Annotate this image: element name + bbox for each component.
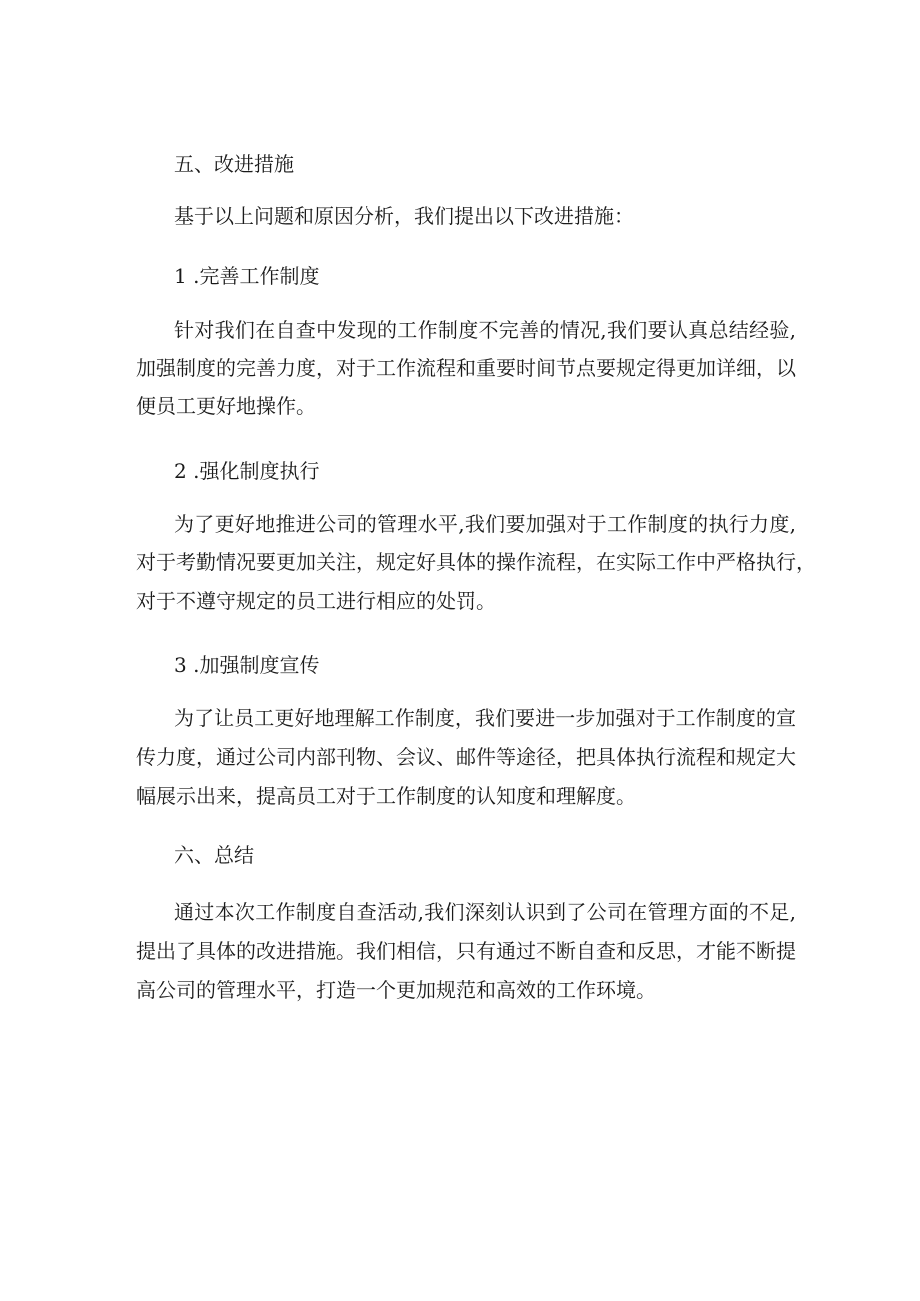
paragraph-line: 为了更好地推进公司的管理水平,我们要加强对于工作制度的执行力度, <box>174 512 796 536</box>
section-heading-improvements: 五、改进措施 <box>174 152 294 176</box>
paragraph-line: 便员工更好地操作。 <box>136 394 316 418</box>
paragraph-line: 传力度，通过公司内部刊物、会议、邮件等途径，把具体执行流程和规定大 <box>136 745 796 769</box>
paragraph-line: 高公司的管理水平，打造一个更加规范和高效的工作环境。 <box>136 978 656 1002</box>
paragraph-line: 对于考勤情况要更加关注，规定好具体的操作流程，在实际工作中严格执行， <box>136 550 816 574</box>
paragraph-line: 针对我们在自查中发现的工作制度不完善的情况,我们要认真总结经验, <box>174 318 796 342</box>
paragraph-line: 幅展示出来，提高员工对于工作制度的认知度和理解度。 <box>136 784 636 808</box>
item-title-3: 3 .加强制度宣传 <box>174 653 320 677</box>
paragraph-line: 加强制度的完善力度，对于工作流程和重要时间节点要规定得更加详细，以 <box>136 356 796 380</box>
paragraph-line: 为了让员工更好地理解工作制度，我们要进一步加强对于工作制度的宣 <box>174 706 796 730</box>
paragraph-line: 对于不遵守规定的员工进行相应的处罚。 <box>136 589 496 613</box>
paragraph-line: 通过本次工作制度自查活动,我们深刻认识到了公司在管理方面的不足, <box>174 900 796 924</box>
section-heading-summary: 六、总结 <box>174 843 254 867</box>
item-title-1: 1 .完善工作制度 <box>174 264 320 288</box>
section-intro: 基于以上问题和原因分析，我们提出以下改进措施： <box>174 204 634 228</box>
item-title-2: 2 .强化制度执行 <box>174 459 320 483</box>
paragraph-line: 提出了具体的改进措施。我们相信，只有通过不断自查和反思，才能不断提 <box>136 939 796 963</box>
